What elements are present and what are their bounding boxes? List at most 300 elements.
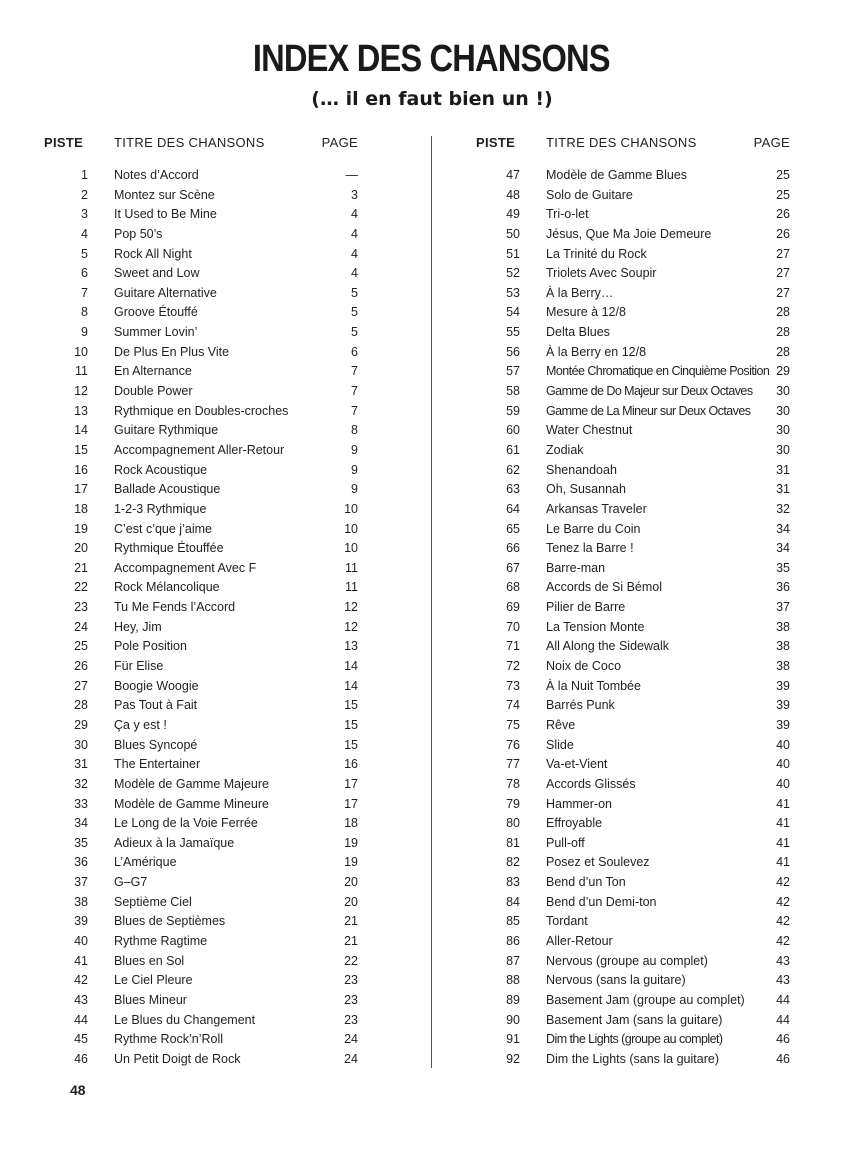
track-page: 42 — [776, 914, 790, 929]
track-row — [40, 461, 362, 481]
track-page: 26 — [776, 226, 790, 241]
track-page: — — [345, 168, 358, 182]
track-number: 11 — [75, 364, 88, 379]
track-number: 91 — [506, 1032, 520, 1047]
track-number: 92 — [506, 1051, 520, 1066]
track-row — [40, 873, 362, 893]
track-number: 20 — [74, 541, 88, 556]
track-title: It Used to Be Mine — [114, 207, 217, 222]
track-number: 72 — [506, 659, 520, 674]
track-row — [472, 461, 794, 481]
track-title: Rock Acoustique — [114, 462, 208, 477]
track-number: 30 — [74, 737, 88, 752]
track-title: All Along the Sidewalk — [546, 639, 669, 654]
track-page: 12 — [344, 600, 358, 615]
track-row — [472, 578, 794, 598]
track-row — [472, 755, 794, 775]
track-number: 78 — [506, 776, 520, 791]
track-page: 24 — [344, 1032, 358, 1047]
track-page: 38 — [776, 659, 790, 674]
track-page: 14 — [344, 659, 358, 674]
track-title: Pole Position — [114, 639, 187, 654]
track-number: 71 — [506, 639, 520, 654]
titre-header: TITRE DES CHANSONS — [546, 135, 697, 150]
track-number: 3 — [81, 207, 88, 222]
track-page: 40 — [776, 757, 790, 772]
track-row — [472, 284, 794, 304]
track-title: Bend d’un Ton — [546, 875, 626, 890]
track-number: 90 — [506, 1012, 520, 1027]
track-page: 13 — [344, 639, 358, 654]
track-row — [472, 814, 794, 834]
track-number: 52 — [506, 266, 520, 281]
titre-header: TITRE DES CHANSONS — [114, 135, 265, 150]
track-row — [40, 696, 362, 716]
track-title: Rythme Ragtime — [114, 933, 208, 948]
track-page: 8 — [351, 423, 358, 438]
track-title: Dim the Lights (sans la guitare) — [546, 1051, 719, 1066]
track-row — [472, 245, 794, 265]
track-number: 69 — [506, 600, 520, 615]
track-title: Rêve — [546, 717, 576, 732]
track-title: Basement Jam (groupe au complet) — [546, 992, 745, 1007]
track-row — [472, 716, 794, 736]
track-number: 10 — [74, 344, 88, 359]
track-number: 63 — [506, 482, 520, 497]
track-row — [472, 736, 794, 756]
track-page: 46 — [776, 1051, 790, 1066]
track-title: Barre-man — [546, 560, 606, 575]
track-title: L’Amérique — [114, 855, 177, 870]
track-number: 4 — [81, 226, 88, 241]
track-row — [40, 755, 362, 775]
track-title: Un Petit Doigt de Rock — [114, 1051, 241, 1066]
track-title: Ça y est ! — [114, 717, 167, 732]
track-title: Posez et Soulevez — [546, 855, 650, 870]
track-row — [40, 932, 362, 952]
index-column-left — [40, 132, 362, 1066]
track-page: 9 — [351, 482, 358, 497]
column-header — [472, 132, 794, 156]
track-row — [40, 559, 362, 579]
track-page: 34 — [776, 541, 790, 556]
track-title: Bend d’un Demi-ton — [546, 894, 657, 909]
track-number: 49 — [506, 207, 520, 222]
track-page: 38 — [776, 639, 790, 654]
track-number: 80 — [506, 816, 520, 831]
track-page: 39 — [776, 678, 790, 693]
track-title: Effroyable — [546, 816, 603, 831]
track-title: Le Long de la Voie Ferrée — [114, 816, 258, 831]
track-row — [472, 657, 794, 677]
track-page: 20 — [344, 875, 358, 890]
track-page: 27 — [776, 246, 790, 261]
track-number: 22 — [74, 580, 88, 595]
track-list-right — [472, 166, 794, 1069]
track-page: 16 — [344, 757, 358, 772]
track-page: 21 — [344, 933, 358, 948]
track-number: 54 — [506, 305, 520, 320]
track-number: 18 — [74, 501, 88, 516]
track-title: Gamme de La Mineur sur Deux Octaves — [546, 403, 751, 418]
page-number: 48 — [70, 1082, 86, 1098]
track-row — [40, 166, 362, 186]
track-page: 25 — [776, 168, 790, 182]
track-title: Pilier de Barre — [546, 600, 626, 615]
track-row — [472, 637, 794, 657]
track-row — [40, 637, 362, 657]
track-title: Pull-off — [546, 835, 585, 850]
track-row — [40, 303, 362, 323]
track-page: 9 — [351, 442, 358, 457]
track-title: Blues Mineur — [114, 992, 187, 1007]
track-title: Boogie Woogie — [114, 678, 199, 693]
track-number: 14 — [74, 423, 88, 438]
track-page: 5 — [351, 305, 358, 320]
track-title: La Tension Monte — [546, 619, 645, 634]
track-number: 26 — [74, 659, 88, 674]
track-row — [472, 205, 794, 225]
track-row — [40, 284, 362, 304]
track-title: Montée Chromatique en Cinquième Position — [546, 364, 770, 379]
track-row — [472, 441, 794, 461]
track-page: 31 — [776, 482, 790, 497]
track-number: 83 — [506, 875, 520, 890]
track-row — [40, 618, 362, 638]
track-number: 53 — [506, 285, 520, 300]
track-title: Va-et-Vient — [546, 757, 608, 772]
track-page: 11 — [345, 580, 358, 595]
track-page: 29 — [776, 364, 790, 379]
track-title: À la Berry… — [546, 285, 614, 300]
track-title: Modèle de Gamme Blues — [546, 168, 688, 182]
track-number: 50 — [506, 226, 520, 241]
track-number: 79 — [506, 796, 520, 811]
track-number: 73 — [506, 678, 520, 693]
track-title: Oh, Susannah — [546, 482, 626, 497]
track-page: 18 — [344, 816, 358, 831]
track-number: 17 — [74, 482, 88, 497]
track-page: 4 — [351, 246, 358, 261]
track-number: 51 — [506, 246, 520, 261]
track-row — [472, 303, 794, 323]
track-row — [472, 362, 794, 382]
track-title: Slide — [546, 737, 574, 752]
track-page: 10 — [344, 501, 358, 516]
track-page: 20 — [344, 894, 358, 909]
track-page: 34 — [776, 521, 790, 536]
track-title: Tenez la Barre ! — [546, 541, 634, 556]
track-title: Aller-Retour — [546, 933, 613, 948]
track-page: 28 — [776, 305, 790, 320]
track-page: 19 — [344, 835, 358, 850]
track-row — [472, 873, 794, 893]
track-title: Blues Syncopé — [114, 737, 198, 752]
column-header — [40, 132, 362, 156]
track-number: 57 — [506, 364, 520, 379]
track-title: De Plus En Plus Vite — [114, 344, 230, 359]
track-row — [40, 598, 362, 618]
track-title: 1-2-3 Rythmique — [114, 501, 207, 516]
track-number: 25 — [74, 639, 88, 654]
track-page: 15 — [344, 737, 358, 752]
track-page: 23 — [344, 992, 358, 1007]
track-number: 43 — [74, 992, 88, 1007]
track-row — [472, 480, 794, 500]
track-number: 5 — [81, 246, 88, 261]
track-title: Summer Lovin’ — [114, 325, 198, 340]
track-number: 66 — [506, 541, 520, 556]
track-number: 62 — [506, 462, 520, 477]
track-row — [472, 559, 794, 579]
track-page: 41 — [776, 796, 790, 811]
track-row — [472, 677, 794, 697]
track-number: 88 — [506, 973, 520, 988]
track-row — [40, 186, 362, 206]
track-title: La Trinité du Rock — [546, 246, 647, 261]
track-title: Blues de Septièmes — [114, 914, 226, 929]
track-page: 9 — [351, 462, 358, 477]
track-page: 43 — [776, 973, 790, 988]
track-number: 41 — [74, 953, 88, 968]
track-number: 8 — [81, 305, 88, 320]
track-row — [40, 1050, 362, 1070]
track-page: 10 — [344, 521, 358, 536]
track-title: Pas Tout à Fait — [114, 698, 198, 713]
track-title: Double Power — [114, 384, 193, 399]
track-row — [472, 598, 794, 618]
track-row — [40, 971, 362, 991]
track-page: 7 — [351, 364, 358, 379]
track-title: Guitare Alternative — [114, 285, 217, 300]
track-row — [40, 402, 362, 422]
track-number: 56 — [506, 344, 520, 359]
track-page: 10 — [344, 541, 358, 556]
column-divider — [431, 136, 432, 1068]
track-title: Rythmique en Doubles-croches — [114, 403, 289, 418]
track-row — [40, 264, 362, 284]
track-page: 7 — [351, 403, 358, 418]
track-row — [40, 539, 362, 559]
track-title: Rock All Night — [114, 246, 192, 261]
track-title: Shenandoah — [546, 462, 617, 477]
track-title: Hammer-on — [546, 796, 612, 811]
track-row — [40, 893, 362, 913]
track-row — [472, 343, 794, 363]
track-page: 4 — [351, 226, 358, 241]
track-page: 6 — [351, 344, 358, 359]
track-row — [472, 795, 794, 815]
track-number: 35 — [74, 835, 88, 850]
track-title: Rock Mélancolique — [114, 580, 220, 595]
track-number: 36 — [74, 855, 88, 870]
piste-header: PISTE — [476, 135, 516, 150]
track-title: À la Nuit Tombée — [546, 678, 641, 693]
track-page: 3 — [351, 187, 358, 202]
track-title: Nervous (groupe au complet) — [546, 953, 708, 968]
track-page: 15 — [344, 698, 358, 713]
track-title: Pop 50’s — [114, 226, 163, 241]
track-number: 46 — [74, 1051, 88, 1066]
track-number: 19 — [74, 521, 88, 536]
track-row — [40, 205, 362, 225]
track-row — [40, 814, 362, 834]
track-title: Accords de Si Bémol — [546, 580, 663, 595]
track-number: 29 — [74, 717, 88, 732]
track-row — [40, 480, 362, 500]
track-number: 12 — [74, 384, 88, 399]
track-page: 28 — [776, 344, 790, 359]
track-page: 42 — [776, 875, 790, 890]
track-number: 6 — [81, 266, 88, 281]
track-title: Arkansas Traveler — [546, 501, 647, 516]
track-row — [472, 853, 794, 873]
track-number: 15 — [74, 442, 88, 457]
track-page: 15 — [344, 717, 358, 732]
track-number: 60 — [506, 423, 520, 438]
track-row — [472, 225, 794, 245]
track-number: 58 — [506, 384, 520, 399]
track-number: 67 — [506, 560, 520, 575]
track-page: 25 — [776, 187, 790, 202]
track-title: Tordant — [546, 914, 588, 929]
track-number: 86 — [506, 933, 520, 948]
track-title: Notes d’Accord — [114, 168, 199, 182]
track-page: 14 — [344, 678, 358, 693]
track-row — [472, 971, 794, 991]
page-header: PAGE — [753, 135, 790, 150]
track-row — [40, 834, 362, 854]
track-page: 39 — [776, 698, 790, 713]
track-number: 38 — [74, 894, 88, 909]
track-title: Le Barre du Coin — [546, 521, 641, 536]
track-number: 1 — [81, 168, 88, 182]
track-number: 37 — [74, 875, 88, 890]
track-title: Accords Glissés — [546, 776, 636, 791]
track-row — [472, 1011, 794, 1031]
track-row — [472, 186, 794, 206]
track-number: 77 — [506, 757, 520, 772]
track-page: 5 — [351, 325, 358, 340]
track-number: 23 — [74, 600, 88, 615]
track-row — [40, 578, 362, 598]
track-row — [472, 932, 794, 952]
track-number: 40 — [74, 933, 88, 948]
track-page: 5 — [351, 285, 358, 300]
track-title: Solo de Guitare — [546, 187, 633, 202]
track-title: Noix de Coco — [546, 659, 622, 674]
track-row — [472, 1050, 794, 1070]
track-page: 30 — [776, 384, 790, 399]
track-title: Hey, Jim — [114, 619, 162, 634]
track-number: 21 — [74, 560, 88, 575]
track-title: C’est c’que j’aime — [114, 521, 212, 536]
track-row — [40, 1030, 362, 1050]
track-page: 44 — [776, 992, 790, 1007]
track-page: 11 — [345, 560, 358, 575]
track-title: Tri-o-let — [546, 207, 589, 222]
track-title: Triolets Avec Soupir — [546, 266, 657, 281]
track-row — [472, 500, 794, 520]
track-title: Modèle de Gamme Majeure — [114, 776, 269, 791]
track-number: 39 — [74, 914, 88, 929]
track-title: Rythme Rock’n’Roll — [114, 1032, 224, 1047]
track-page: 26 — [776, 207, 790, 222]
track-row — [40, 1011, 362, 1031]
track-row — [472, 264, 794, 284]
track-row — [472, 952, 794, 972]
track-number: 9 — [81, 325, 88, 340]
track-number: 33 — [74, 796, 88, 811]
track-page: 30 — [776, 403, 790, 418]
track-row — [40, 716, 362, 736]
track-row — [472, 893, 794, 913]
track-row — [40, 362, 362, 382]
track-number: 84 — [506, 894, 520, 909]
track-page: 21 — [344, 914, 358, 929]
index-column-right — [472, 132, 794, 1066]
track-number: 42 — [74, 973, 88, 988]
track-page: 30 — [776, 442, 790, 457]
track-row — [40, 991, 362, 1011]
track-list-left — [40, 166, 362, 1069]
track-title: Sweet and Low — [114, 266, 200, 281]
track-row — [40, 520, 362, 540]
track-title: Adieux à la Jamaïque — [114, 835, 235, 850]
track-page: 40 — [776, 737, 790, 752]
track-title: Le Blues du Changement — [114, 1012, 256, 1027]
track-title: Blues en Sol — [114, 953, 185, 968]
track-row — [472, 520, 794, 540]
track-page: 17 — [344, 796, 358, 811]
track-row — [472, 421, 794, 441]
track-page: 42 — [776, 894, 790, 909]
track-number: 45 — [74, 1032, 88, 1047]
track-page: 12 — [344, 619, 358, 634]
track-page: 38 — [776, 619, 790, 634]
track-number: 75 — [506, 717, 520, 732]
track-number: 81 — [506, 835, 520, 850]
track-title: À la Berry en 12/8 — [546, 344, 647, 359]
page-header: PAGE — [321, 135, 358, 150]
track-number: 16 — [74, 462, 88, 477]
track-title: Mesure à 12/8 — [546, 305, 626, 320]
track-title: Montez sur Scène — [114, 187, 215, 202]
track-row — [40, 952, 362, 972]
track-title: Groove Étouffé — [114, 305, 198, 320]
track-page: 28 — [776, 325, 790, 340]
track-number: 2 — [81, 187, 88, 202]
track-page: 27 — [776, 266, 790, 281]
track-number: 65 — [506, 521, 520, 536]
track-row — [40, 853, 362, 873]
track-title: Ballade Acoustique — [114, 482, 221, 497]
track-page: 7 — [351, 384, 358, 399]
track-number: 64 — [506, 501, 520, 516]
track-page: 46 — [776, 1032, 790, 1047]
track-title: Water Chestnut — [546, 423, 633, 438]
track-page: 42 — [776, 933, 790, 948]
track-title: Accompagnement Aller-Retour — [114, 442, 285, 457]
track-page: 41 — [776, 835, 790, 850]
track-title: Guitare Rythmique — [114, 423, 219, 438]
track-page: 22 — [344, 953, 358, 968]
track-page: 43 — [776, 953, 790, 968]
track-row — [40, 677, 362, 697]
track-title: Für Elise — [114, 659, 164, 674]
page-title: INDEX DES CHANSONS — [252, 38, 610, 80]
track-number: 28 — [74, 698, 88, 713]
